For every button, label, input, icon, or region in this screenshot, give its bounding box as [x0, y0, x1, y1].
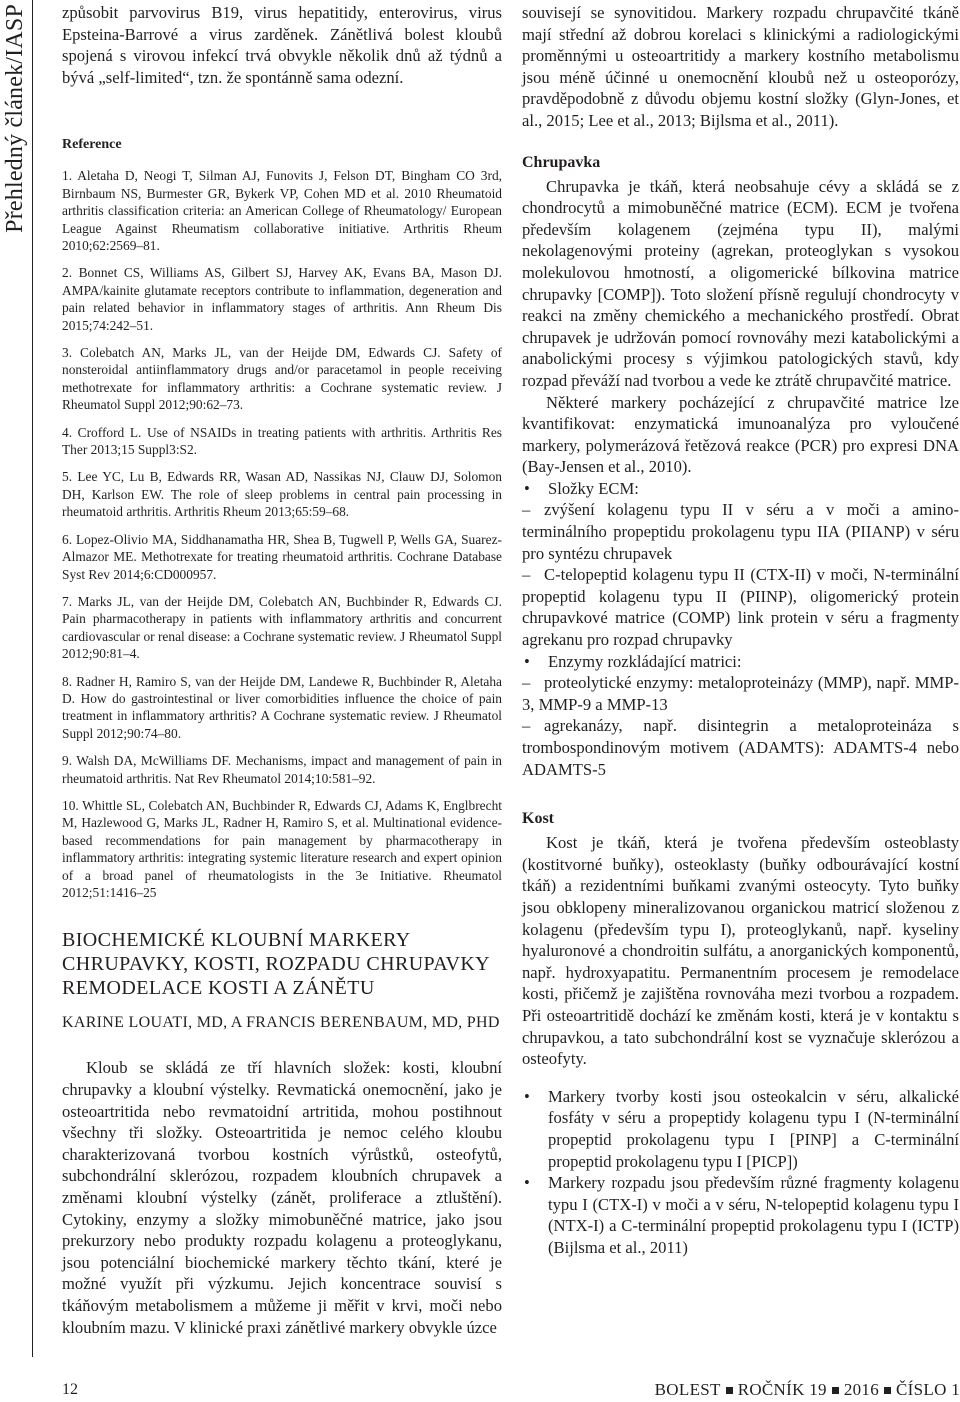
intro-paragraph: způsobit parvovirus B19, virus hepatitidy, enterovirus, virus Epsteina-Barrové a virus zarděnek. Zánětlivá bolest kloubů spojená s virovou infekcí trvá obvykle několik dnů až týdnů a bývá „self-limited“, tzn. že spontánně sama odezní. — [62, 3, 502, 87]
page-number: 12 — [62, 1381, 78, 1398]
sidebar-section-label: Přehledný článek/IASP — [2, 4, 28, 233]
section-heading-cartilage: Chrupavka — [522, 153, 601, 171]
abstract-paragraph: Kloub se skládá ze tří hlavních složek: kosti, kloubní chrupavky a kloubní výstelky. Revmatická onemocnění, jako je osteoartritida nebo revmatoidní artritida, mohou postihnout všechny tři složky. Osteoartritida je nemoc celého kloubu charakterizovaná tvorbou kostních výrůstků, osteofytů, subchondrální sklerózou, rozpadem kloubních chrupavek a změnami kloubní výstelky (zánět, proliferace a ztluštění). Cytokiny, enzymy a složky mimobuněčné matrice, jako jsou prekurzory nebo produkty rozpadu kolagenu a proteoglykanu, jsou potenciální biochemické markery těchto tkání, které je možné využít při výzkumu. Jejich koncentrace souvisí s tkáňovým metabolismem a můžeme ji měřit v krvi, moči nebo kloubním mazu. V klinické praxi zánětlivé markery obvykle úzce — [62, 1058, 502, 1337]
journal-year: 2016 — [843, 1380, 880, 1399]
bullet-enzymes-label: Enzymy rozkládající matrici: — [548, 651, 742, 671]
enzyme-subitem — [522, 715, 959, 780]
bullet-ecm — [522, 478, 959, 500]
reference-item: 4. Crofford L. Use of NSAIDs in treating patients with arthritis. Arthritis Res Ther 2013;15 Suppl3:S2. — [62, 424, 502, 458]
reference-item: 9. Walsh DA, McWilliams DF. Mechanisms, impact and management of pain in rheumatoid arthritis. Nat Rev Rheumatol 2014;10:581–92. — [62, 753, 502, 786]
section-heading-bone: Kost — [522, 810, 554, 828]
separator-square-icon — [726, 1387, 733, 1394]
bullet-enzymes — [522, 651, 959, 673]
reference-item: 6. Lopez-Olivio MA, Siddhanamatha HR, Shea B, Tugwell P, Wells GA, Suarez-Almazor ME. Methotrexate for treating rheumatoid arthritis. Cochrane Database Syst Rev 2014;6:CD000957. — [62, 531, 502, 582]
bullet-ecm-label: Složky ECM: — [548, 478, 639, 498]
left-column — [62, 2, 502, 1338]
reference-item: 5. Lee YC, Lu B, Edwards RR, Wasan AD, Nassikas NJ, Clauw DJ, Solomon DH, Karlson EW. The role of sleep problems in central pain processing in rheumatoid arthritis. Arthritis Rheum 2013;65:59–68. — [62, 469, 502, 520]
separator-square-icon — [884, 1387, 891, 1394]
bone-bullet-text: • Markery tvorby kosti jsou osteokalcin v séru, alkalické fosfáty v séru a propeptidy kolagenu typu I (N-terminální propeptid prokolagenu typu I [PINP] a C-terminální propeptid prokolagenu typu I [PICP]) — [548, 1086, 959, 1171]
journal-issue: ČÍSLO 1 — [896, 1380, 960, 1399]
reference-item: 3. Colebatch AN, Marks JL, van der Heijde DM, Edwards CJ. Safety of nonsteroidal antiinflammatory drugs and/or paracetamol in people receiving methotrexate for inflammatory arthritis: a Cochrane systematic review. J Rheumatol Suppl 2012;90:62–73. — [62, 345, 502, 413]
bone-bullet — [522, 1172, 959, 1258]
article-title: BIOCHEMICKÉ KLOUBNÍ MARKERY CHRUPAVKY, KOSTI, ROZPADU CHRUPAVKY REMODELACE KOSTI A ZÁNĚTU — [62, 929, 490, 1000]
cartilage-paragraph-2: Některé markery pocházející z chrupavčité matrice lze kvantifikovat: enzymatická imunoanalýza pro vyloučené markery, polymerázová řetězová reakce (PCR) pro expresi DNA (Bay-Jensen et al., 2010). — [522, 392, 959, 477]
right-column — [522, 2, 959, 1258]
ecm-subitem — [522, 499, 959, 564]
references-heading: Reference — [62, 137, 122, 153]
reference-item: 1. Aletaha D, Neogi T, Silman AJ, Funovits J, Felson DT, Bingham CO 3rd, Birnbaum NS, Burmester GR, Bykerk VP, Cohen MD et al. 2010 Rheumatoid arthritis classification criteria: an American College of Rheumatology/ European League Against Rheumatism collaborative initiative. Arthritis Rheum 2010;62:2569–81. — [62, 168, 502, 253]
article-authors: KARINE LOUATI, MD, A FRANCIS BERENBAUM, MD, PHD — [62, 1014, 500, 1032]
reference-item: 7. Marks JL, van der Heijde DM, Colebatch AN, Buchbinder R, Edwards CJ. Pain pharmacotherapy in patients with inflammatory arthritis and concurrent cardiovascular or renal disease: a Cochrane systematic review. J Rheumatol Suppl 2012;90:81–4. — [62, 593, 502, 662]
reference-item: 2. Bonnet CS, Williams AS, Gilbert SJ, Harvey AK, Evans BA, Mason DJ. AMPA/kainite glutamate receptors contribute to inflammation, degeneration and pain related behavior in inflammatory stages of arthritis. Ann Rheum Dis 2015;74:242–51. — [62, 265, 502, 333]
dash-marker: – — [522, 500, 531, 520]
sidebar-section-tab — [0, 0, 33, 1357]
journal-volume: ROČNÍK 19 — [737, 1380, 827, 1399]
enzyme-subitem-text: proteolytické enzymy: metaloproteinázy (MMP), např. MMP-3, MMP-9 a MMP-13 — [522, 673, 959, 714]
ecm-subitem — [522, 564, 959, 650]
bone-paragraph: Kost je tkáň, která je tvořena především osteoblasty (kostitvorné buňky), osteoklasty (buňky odbourávající kostní tkáň) a rezidentními buňkami zvanými osteocyty. Tyto buňky jsou obklopeny mineralizovanou organickou matricí složenou z kolagenu (především typu I), proteoglykanů, např. kyseliny hyaluronové a chondroitin sulfátu, a anorganických komponentů, např. hydroxyapatitu. Permanentním procesem je remodelace kosti, přičemž je zajištěna rovnováha mezi tvorbou a rozpadem. Při osteoartritidě dochází ke změnám kosti, která je v kontaktu s chrupavkou, a tato subchondrální kost se vyznačuje sklerózou a osteofyty. — [522, 833, 959, 1069]
reference-item: 8. Radner H, Ramiro S, van der Heijde DM, Landewe R, Buchbinder R, Aletaha D. How do gastrointestinal or liver comorbidities influence the choice of pain treatment in inflammatory arthritis? A Cochrane systematic review. J Rheumatol Suppl 2012;90:74–80. — [62, 673, 502, 741]
dash-marker: – — [522, 565, 531, 585]
journal-name: BOLEST — [654, 1380, 721, 1399]
continuation-paragraph: souvisejí se synovitidou. Markery rozpadu chrupavčité tkáně mají střední až dobrou korelaci s klinickými a radiologickými proměnnými u osteoartritidy a markery kostního metabolismu jsou méně účinné u onemocnění kloubů než u osteoporózy, pravděpodobně z důvodu objemu kostní složky (Glyn-Jones, et al., 2015; Lee et al., 2013; Bijlsma et al., 2011). — [522, 3, 959, 130]
cartilage-bullet-list — [522, 478, 959, 780]
dash-marker: – — [522, 716, 531, 736]
references-list — [62, 167, 502, 901]
separator-square-icon — [832, 1387, 839, 1394]
enzyme-subitem-text: agrekanázy, např. disintegrin a metaloproteináza s trombospondinovým motivem (ADAMTS): ADAMTS-4 nebo ADAMTS-5 — [522, 716, 959, 779]
reference-item: 10. Whittle SL, Colebatch AN, Buchbinder R, Edwards CJ, Adams K, Englbrecht M, Hazlewood G, Marks JL, Radner H, Ramiro S, et al. Multinational evidence-based recommendations for pain management by pharmacotherapy in inflammatory arthritis: integrating systemic literature research and expert opinion of a broad panel of rheumatologists in the 3e Initiative. Rheumatol 2012;51:1416–25 — [62, 797, 502, 900]
bone-bullet-list — [522, 1086, 959, 1259]
enzyme-subitem — [522, 672, 959, 715]
cartilage-paragraph-1: Chrupavka je tkáň, která neobsahuje cévy a skládá se z chondrocytů a mimobuněčné matrice (ECM). ECM je tvořena především kolagenem (zejména typu II), malými nekolagenovými proteiny (agrekan, proteoglykan s vysokou molekulovou hmotností, a oligomerické bílkovina matrice chrupavky [COMP]). Toto složení přísně regulují chondrocyty v reakci na změny chemického a mechanického prostředí. Obrat chrupavek je udržován pomocí rovnováhy mezi katabolickými a anabolickými procesy s výjimkou patologických stavů, kdy rozpad převáží nad tvorbou a vede ke ztrátě chrupavčité matrice. — [522, 176, 959, 390]
bone-bullet — [522, 1086, 959, 1172]
ecm-subitem-text: C-telopeptid kolagenu typu II (CTX-II) v moči, N-terminální propeptid kolagenu typu II (PIINP), oligomerický protein chrupavkové matrice (COMP) link protein v séru a fragmenty agrekanu pro rozpad chrupavky — [522, 565, 959, 650]
bone-bullet-text: • Markery rozpadu jsou především různé fragmenty kolagenu typu I (CTX-I) v moči a v séru, N-telopeptid kolagenu typu I (NTX-I) a C-terminální propeptid prokolagenu typu I (ICTP) (Bijlsma et al., 2011) — [548, 1173, 959, 1257]
dash-marker: – — [522, 673, 531, 693]
journal-footer — [655, 1380, 960, 1400]
ecm-subitem-text: zvýšení kolagenu typu II v séru a v moči a amino-terminálního propeptidu prokolagenu typu IIA (PIIANP) v séru pro syntézu chrupavek — [522, 500, 959, 563]
